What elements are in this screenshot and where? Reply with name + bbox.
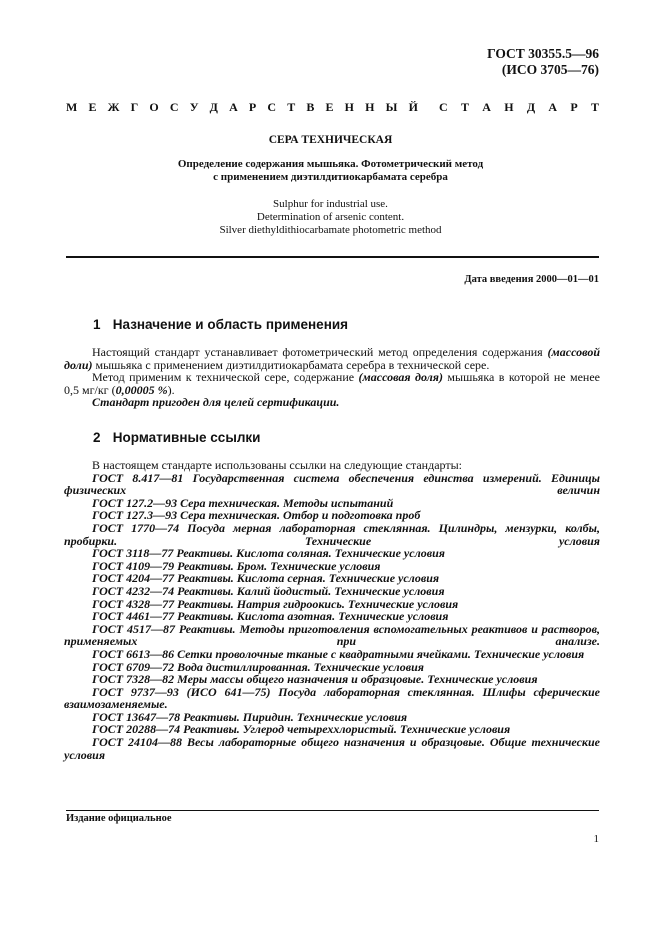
- reference-item: ГОСТ 4328—77 Реактивы. Натрия гидроокись. Технические условия: [92, 596, 459, 611]
- banner-letter: Д: [526, 100, 536, 114]
- banner-letter: Т: [590, 100, 599, 114]
- scope-paragraph: Настоящий стандарт устанавливает фотометрический метод определения содержания (массовой доли) мышьяка с применением диэтилдитиокарбамата серебра в технической сере.: [64, 345, 600, 372]
- official-edition-note: Издание официальное: [66, 813, 172, 824]
- reference-item: ГОСТ 13647—78 Реактивы. Пиридин. Технические условия: [92, 709, 408, 724]
- banner-letter: А: [548, 100, 558, 114]
- banner-letter: Д: [209, 100, 218, 114]
- banner-letter: Р: [248, 100, 257, 114]
- section-1-heading: 1 Назначение и область применения: [93, 317, 349, 332]
- footer-divider: [66, 810, 599, 811]
- banner-letter: М: [66, 100, 78, 114]
- reference-item: ГОСТ 4204—77 Реактивы. Кислота серная. Технические условия: [92, 571, 440, 586]
- banner-letter: Е: [325, 100, 334, 114]
- document-title: СЕРА ТЕХНИЧЕСКАЯ: [268, 134, 393, 146]
- reference-item: ГОСТ 6709—72 Вода дистиллированная. Технические условия: [92, 659, 424, 674]
- document-code: [487, 46, 599, 78]
- interstate-word: [66, 100, 418, 115]
- reference-item: ГОСТ 4461—77 Реактивы. Кислота азотная. Технические условия: [92, 609, 449, 624]
- reference-item: ГОСТ 7328—82 Меры массы общего назначения и образцовые. Технические условия: [92, 672, 538, 687]
- banner-letter: Й: [408, 100, 418, 114]
- normative-references-list: [64, 459, 600, 761]
- banner-letter: Т: [460, 100, 469, 114]
- banner-letter: Н: [365, 100, 375, 114]
- page-number: 1: [593, 833, 599, 845]
- banner-letter: Ы: [385, 100, 398, 114]
- english-title: Sulphur for industrial use. Determination of arsenic content. Silver diethyldithiocarbamate photometric method: [219, 198, 442, 236]
- banner-letter: С: [267, 100, 277, 114]
- reference-item: ГОСТ 8.417—81 Государственная система обеспечения единства измерений. Единицы физических величин: [64, 470, 600, 498]
- iso-number: (ИСО 3705—76): [501, 62, 599, 77]
- banner-letter: А: [229, 100, 238, 114]
- section-1-body: [64, 346, 600, 409]
- reference-item: ГОСТ 4517—87 Реактивы. Методы приготовления вспомогательных реактивов и растворов, применяемых при анализе.: [64, 621, 600, 649]
- banner-letter: Н: [504, 100, 514, 114]
- banner-letter: О: [149, 100, 159, 114]
- banner-letter: Р: [570, 100, 578, 114]
- banner-letter: Е: [88, 100, 97, 114]
- title-divider: [66, 256, 599, 258]
- reference-item: ГОСТ 4109—79 Реактивы. Бром. Технические условия: [92, 558, 381, 573]
- banner-letter: С: [169, 100, 179, 114]
- references-intro: В настоящем стандарте использованы ссылки на следующие стандарты:: [92, 458, 463, 472]
- reference-item: ГОСТ 3118—77 Реактивы. Кислота соляная. Технические условия: [92, 546, 445, 561]
- reference-item: ГОСТ 1770—74 Посуда мерная лабораторная стеклянная. Цилиндры, мензурки, колбы, пробирки. Технические условия: [64, 520, 600, 548]
- reference-item: ГОСТ 127.2—93 Сера техническая. Методы испытаний: [92, 495, 394, 510]
- reference-item: ГОСТ 127.3—93 Сера техническая. Отбор и подготовка проб: [92, 508, 421, 523]
- reference-item: ГОСТ 20288—74 Реактивы. Углерод четыреххлористый. Технические условия: [92, 722, 511, 737]
- interstate-standard-banner: [66, 100, 599, 115]
- reference-item: ГОСТ 24104—88 Весы лабораторные общего назначения и образцовые. Общие технические условия: [64, 735, 600, 762]
- reference-item: ГОСТ 9737—93 (ИСО 641—75) Посуда лабораторная стеклянная. Шлифы сферические взаимозаменяемые.: [64, 684, 600, 712]
- banner-letter: Т: [287, 100, 296, 114]
- banner-letter: У: [189, 100, 199, 114]
- reference-item: ГОСТ 4232—74 Реактивы. Калий йодистый. Технические условия: [92, 583, 445, 598]
- reference-item: ГОСТ 6613—86 Сетки проволочные тканые с квадратными ячейками. Технические условия: [92, 646, 585, 661]
- document-subtitle: Определение содержания мышьяка. Фотометрический метод с применением диэтилдитиокарбамата серебра: [177, 158, 484, 183]
- banner-letter: А: [482, 100, 491, 114]
- banner-letter: Ж: [107, 100, 120, 114]
- section-2-heading: 2 Нормативные ссылки: [93, 430, 261, 445]
- banner-letter: В: [306, 100, 315, 114]
- banner-letter: Н: [344, 100, 354, 114]
- standard-word: [439, 100, 599, 115]
- applicability-paragraph: Метод применим к технической сере, содержание (массовая доля) мышьяка в которой не менее 0,5 мг/кг (0,00005 %).: [64, 370, 601, 397]
- standard-number: ГОСТ 30355.5—96: [487, 46, 599, 61]
- banner-letter: Г: [130, 100, 139, 114]
- banner-letter: С: [439, 100, 448, 114]
- introduction-date: Дата введения 2000—01—01: [464, 274, 599, 285]
- certification-paragraph: Стандарт пригоден для целей сертификации.: [92, 395, 340, 410]
